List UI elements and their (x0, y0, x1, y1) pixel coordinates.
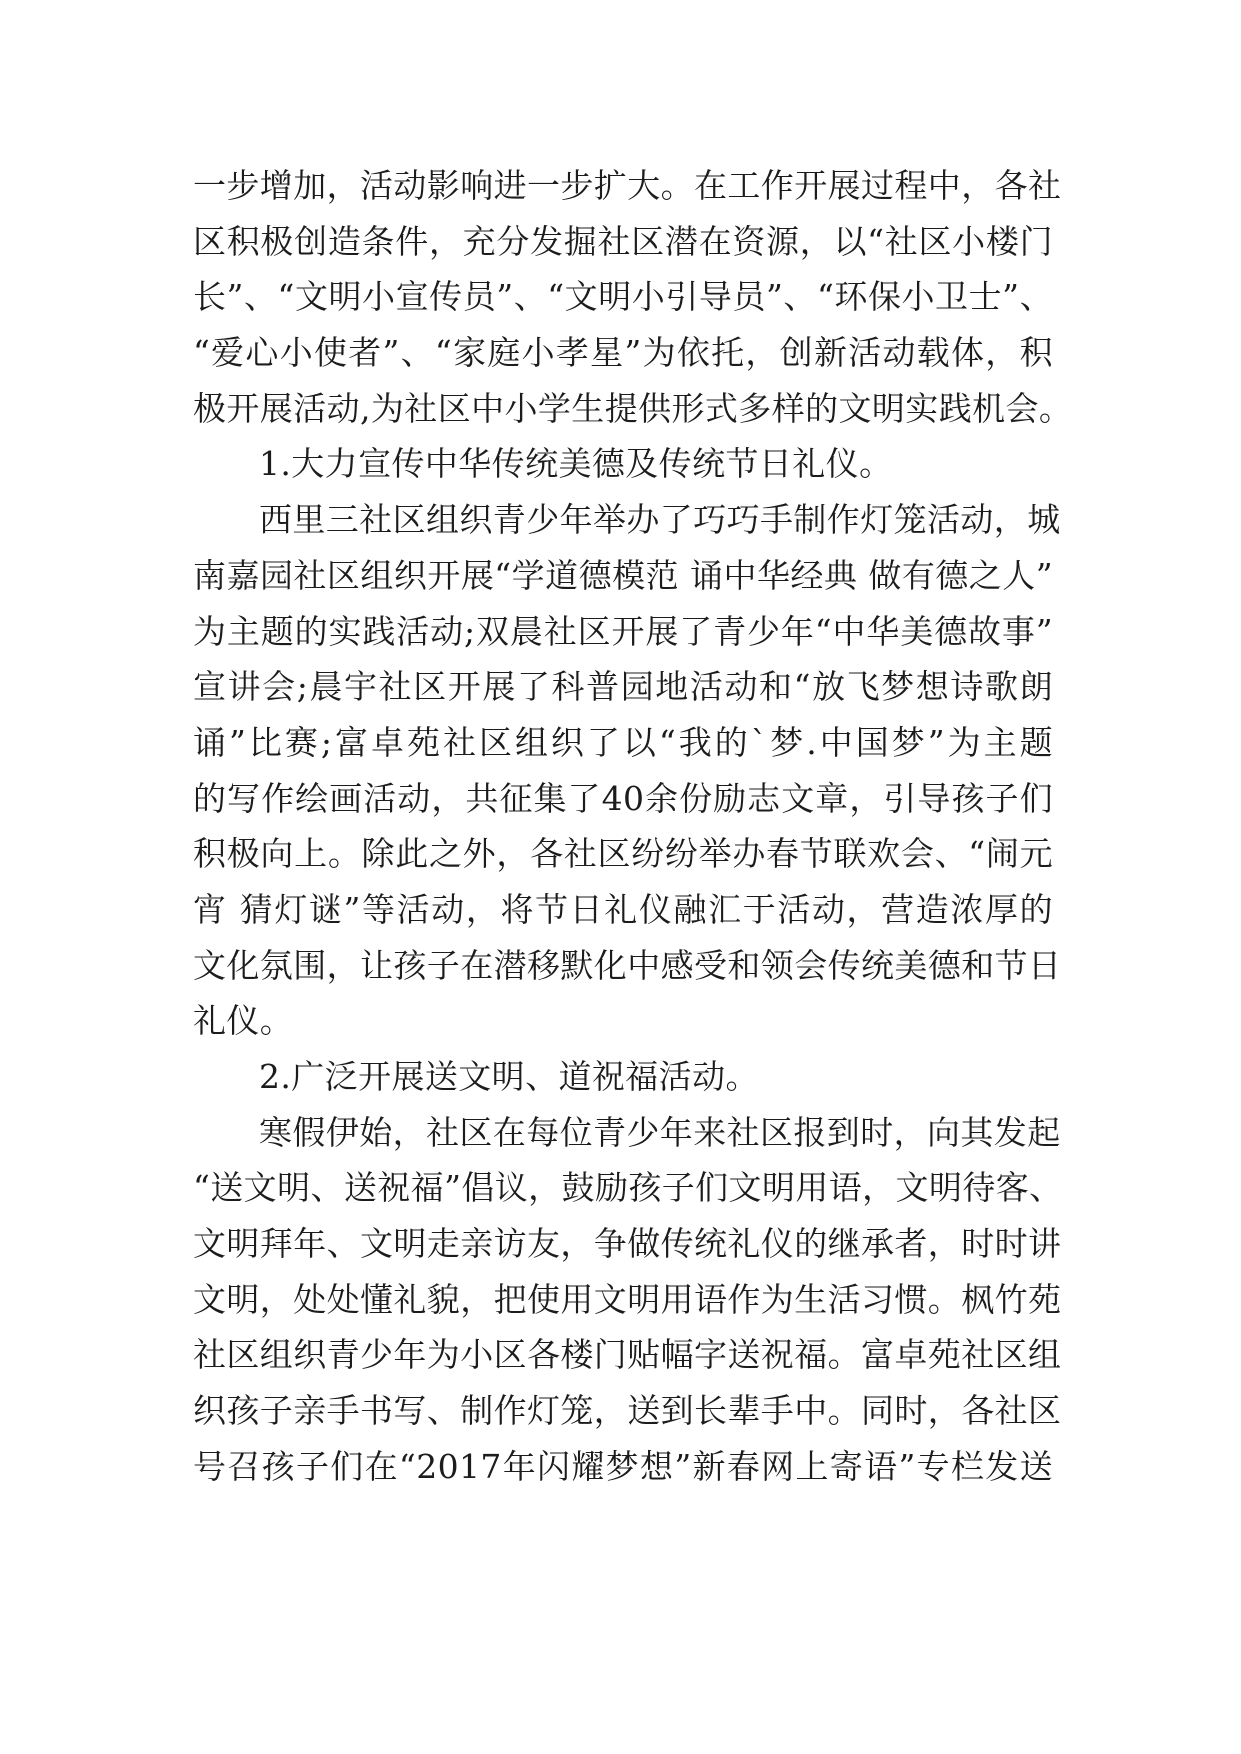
text-line: 礼仪。 (193, 1001, 294, 1041)
text-line: 区积极创造条件，充分发掘社区潜在资源，以“社区小楼门 (193, 221, 1053, 261)
text-line: “送文明、送祝福”倡议，鼓励孩子们文明用语，文明待客、 (193, 1168, 1063, 1208)
text-line: 为主题的实践活动;双晨社区开展了青少年“中华美德故事” (193, 611, 1053, 651)
text-line: “爱心小使者”、“家庭小孝星”为依托，创新活动载体，积 (193, 333, 1053, 373)
text-line: 社区组织青少年为小区各楼门贴幅字送祝福。富卓苑社区组 (193, 1335, 1062, 1375)
text-line: 诵”比赛;富卓苑社区组织了以“我的`梦.中国梦”为主题 (193, 722, 1053, 762)
text-line: 寒假伊始，社区在每位青少年来社区报到时，向其发起 (259, 1112, 1061, 1152)
text-line: 积极向上。除此之外，各社区纷纷举办春节联欢会、“闹元 (193, 834, 1053, 874)
text-line: 文明，处处懂礼貌，把使用文明用语作为生活习惯。枫竹苑 (193, 1279, 1062, 1319)
text-line: 织孩子亲手书写、制作灯笼，送到长辈手中。同时，各社区 (193, 1391, 1062, 1431)
section-heading-2: 2.广泛开展送文明、道祝福活动。 (259, 1057, 759, 1096)
text-line: 极开展活动,为社区中小学生提供形式多样的文明实践机会。 (193, 388, 1073, 428)
text-line: 南嘉园社区组织开展“学道德模范 诵中华经典 做有德之人” (193, 555, 1053, 595)
body-text (193, 158, 1073, 1495)
text-line: 文明拜年、文明走亲访友，争做传统礼仪的继承者，时时讲 (193, 1224, 1062, 1264)
text-line: 西里三社区组织青少年举办了巧巧手制作灯笼活动，城 (259, 500, 1061, 540)
text-line: 宵 猜灯谜”等活动，将节日礼仪融汇于活动，营造浓厚的 (193, 889, 1053, 929)
text-line: 宣讲会;晨宇社区开展了科普园地活动和“放飞梦想诗歌朗 (193, 667, 1053, 707)
text-line: 号召孩子们在“2017年闪耀梦想”新春网上寄语”专栏发送 (193, 1446, 1053, 1486)
text-line: 文化氛围，让孩子在潜移默化中感受和领会传统美德和节日 (193, 945, 1062, 985)
text-line: 长”、“文明小宣传员”、“文明小引导员”、“环保小卫士”、 (193, 277, 1053, 317)
text-line: 的写作绘画活动，共征集了40余份励志文章，引导孩子们 (193, 778, 1053, 818)
text-line: 一步增加，活动影响进一步扩大。在工作开展过程中，各社 (193, 166, 1062, 205)
section-heading-1: 1.大力宣传中华传统美德及传统节日礼仪。 (259, 444, 893, 484)
